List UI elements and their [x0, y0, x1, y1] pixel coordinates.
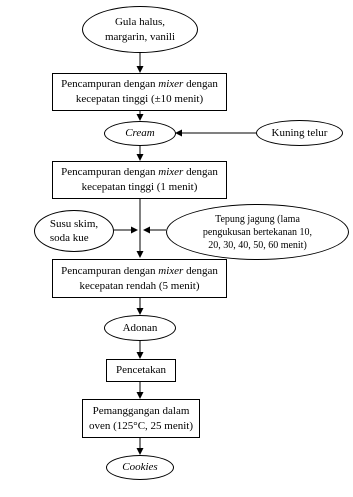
- mix2-text-c: kecepatan tinggi (1 menit): [81, 181, 198, 193]
- susu-skim-node: [34, 210, 114, 252]
- cookies-node: [106, 455, 174, 480]
- mix1-text-mixer: mixer: [158, 78, 184, 91]
- pencetakan-node: [106, 359, 176, 382]
- mix1-text-a: Pencampuran dengan: [61, 78, 159, 91]
- mix-low-5-node: [52, 259, 227, 298]
- cookies-label: Cookies: [122, 461, 158, 474]
- start-line-2: margarin, vanili: [104, 30, 176, 43]
- mix2-text-mixer: mixer: [158, 166, 184, 179]
- tepung-line-2: pengukusan bertekanan 10,: [202, 226, 313, 238]
- mix2-text-b: dengan: [183, 166, 218, 179]
- mix-high-10-node: [52, 73, 227, 111]
- susu-line-2: soda kue: [49, 232, 89, 244]
- mix1-text-b: dengan: [183, 78, 218, 91]
- mix-high-1-node: [52, 161, 227, 199]
- adonan-label: Adonan: [122, 321, 158, 334]
- oven-line-1: Pemanggangan dalam: [92, 404, 190, 417]
- kuning-label: Kuning telur: [271, 126, 328, 139]
- adonan-node: [104, 315, 176, 341]
- mix1-text-c: kecepatan tinggi (±10 menit): [75, 93, 204, 105]
- tepung-line-3: 20, 30, 40, 50, 60 menit): [208, 239, 307, 251]
- mix2-text-a: Pencampuran dengan: [61, 166, 159, 179]
- tepung-jagung-node: [166, 204, 349, 260]
- mix3-text-b: dengan: [183, 264, 218, 277]
- mix3-text-mixer: mixer: [158, 264, 184, 277]
- cream-label: Cream: [125, 127, 155, 140]
- susu-line-1: Susu skim,: [49, 217, 99, 230]
- pemanggangan-node: [82, 399, 200, 438]
- kuning-telur-node: [256, 120, 343, 146]
- cream-node: [104, 121, 176, 146]
- tepung-line-1: Tepung jagung (lama: [215, 213, 300, 225]
- start-ingredients-node: [82, 6, 198, 53]
- cetak-label: Pencetakan: [115, 364, 167, 377]
- oven-line-2: oven (125°C, 25 menit): [89, 419, 193, 432]
- start-line-1: Gula halus,: [114, 16, 166, 29]
- mix3-text-a: Pencampuran dengan: [61, 264, 159, 277]
- mix3-text-c: kecepatan rendah (5 menit): [79, 279, 200, 292]
